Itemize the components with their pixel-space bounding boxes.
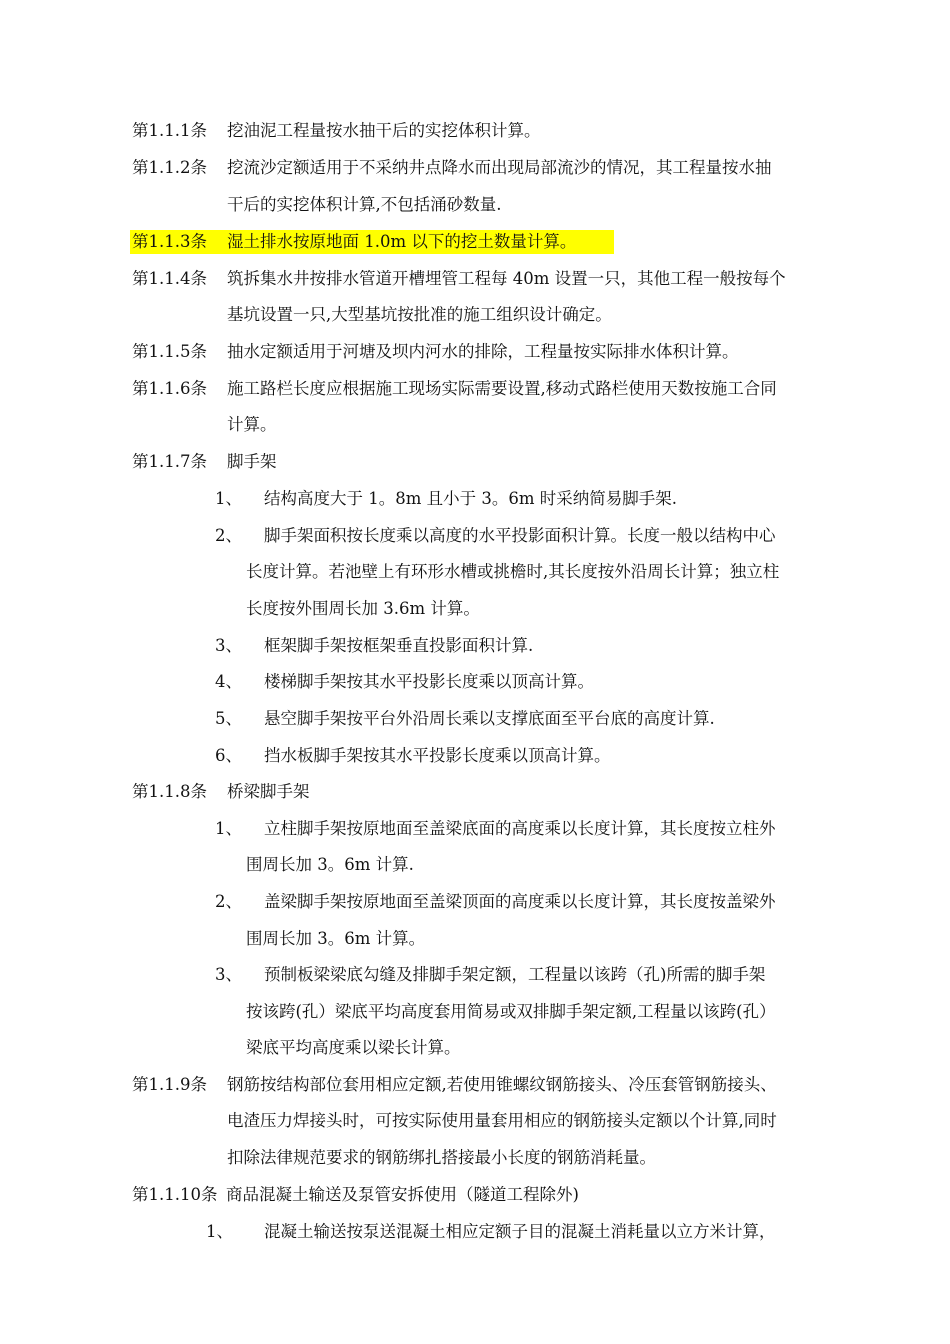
clause-label: 第1.1.2条: [132, 158, 207, 177]
list-number: 3、: [215, 636, 242, 655]
list-text: 预制板梁梁底勾缝及排脚手架定额，工程量以该跨（孔)所需的脚手架: [264, 965, 766, 984]
clause-text: 商品混凝土输送及泵管安拆使用（隧道工程除外): [226, 1185, 579, 1204]
list-text: 结构高度大于 1。8m 且小于 3。6m 时采纳简易脚手架.: [264, 489, 678, 508]
clause-label: 第1.1.6条: [132, 379, 207, 398]
clause-text-continued: 扣除法律规范要求的钢筋绑扎搭接最小长度的钢筋消耗量。: [227, 1148, 656, 1167]
list-number: 2、: [215, 526, 242, 545]
list-text: 盖梁脚手架按原地面至盖梁顶面的高度乘以长度计算，其长度按盖梁外: [264, 892, 776, 911]
clause-label: 第1.1.1条: [132, 121, 207, 140]
clause-text: 施工路栏长度应根据施工现场实际需要设置,移动式路栏使用天数按施工合同: [227, 379, 777, 398]
clause-text-continued: 干后的实挖体积计算,不包括涌砂数量.: [227, 195, 502, 214]
list-number: 3、: [215, 965, 242, 984]
list-text-continued: 梁底平均高度乘以梁长计算。: [246, 1038, 461, 1057]
clause-label: 第1.1.4条: [132, 269, 207, 288]
list-text-continued: 围周长加 3。6m 计算。: [246, 929, 426, 948]
clause-text: 桥梁脚手架: [227, 782, 310, 801]
list-text: 悬空脚手架按平台外沿周长乘以支撑底面至平台底的高度计算.: [264, 709, 715, 728]
list-number: 1、: [206, 1222, 233, 1241]
clause-text: 钢筋按结构部位套用相应定额,若使用锥螺纹钢筋接头、冷压套管钢筋接头、: [227, 1075, 777, 1094]
list-text: 脚手架面积按长度乘以高度的水平投影面积计算。长度一般以结构中心: [264, 526, 776, 545]
list-number: 2、: [215, 892, 242, 911]
list-text-continued: 围周长加 3。6m 计算.: [246, 855, 414, 874]
clause-label: 第1.1.7条: [132, 452, 207, 471]
list-text: 混凝土输送按泵送混凝土相应定额子目的混凝土消耗量以立方米计算，: [264, 1222, 776, 1241]
list-text: 立柱脚手架按原地面至盖梁底面的高度乘以长度计算，其长度按立柱外: [264, 819, 776, 838]
list-number: 1、: [215, 819, 242, 838]
clause-text: 筑拆集水井按排水管道开槽埋管工程每 40m 设置一只，其他工程一般按每个: [227, 269, 786, 288]
clause-label: 第1.1.5条: [132, 342, 207, 361]
clause-text: 抽水定额适用于河塘及坝内河水的排除，工程量按实际排水体积计算。: [227, 342, 739, 361]
list-number: 6、: [215, 746, 242, 765]
list-text-continued: 长度计算。若池壁上有环形水槽或挑檐时,其长度按外沿周长计算；独立柱: [246, 562, 780, 581]
list-text: 挡水板脚手架按其水平投影长度乘以顶高计算。: [264, 746, 611, 765]
clause-label: 第1.1.9条: [132, 1075, 207, 1094]
clause-text: 挖油泥工程量按水抽干后的实挖体积计算。: [227, 121, 541, 140]
clause-label: 第1.1.3条: [132, 232, 207, 251]
clause-text: 湿土排水按原地面 1.0m 以下的挖土数量计算。: [227, 232, 577, 251]
list-number: 4、: [215, 672, 242, 691]
list-text: 框架脚手架按框架垂直投影面积计算.: [264, 636, 534, 655]
list-number: 1、: [215, 489, 242, 508]
list-text: 楼梯脚手架按其水平投影长度乘以顶高计算。: [264, 672, 594, 691]
clause-text-continued: 电渣压力焊接头时，可按实际使用量套用相应的钢筋接头定额以个计算,同时: [227, 1111, 777, 1130]
list-number: 5、: [215, 709, 242, 728]
clause-label: 第1.1.10条: [132, 1185, 218, 1204]
clause-text-continued: 基坑设置一只,大型基坑按批准的施工组织设计确定。: [227, 305, 612, 324]
list-text-continued: 按该跨(孔）梁底平均高度套用简易或双排脚手架定额,工程量以该跨(孔）: [246, 1002, 776, 1021]
clause-text-continued: 计算。: [227, 415, 277, 434]
clause-text: 挖流沙定额适用于不采纳井点降水而出现局部流沙的情况，其工程量按水抽: [227, 158, 772, 177]
clause-label: 第1.1.8条: [132, 782, 207, 801]
list-text-continued: 长度按外围周长加 3.6m 计算。: [246, 599, 480, 618]
clause-text: 脚手架: [227, 452, 277, 471]
